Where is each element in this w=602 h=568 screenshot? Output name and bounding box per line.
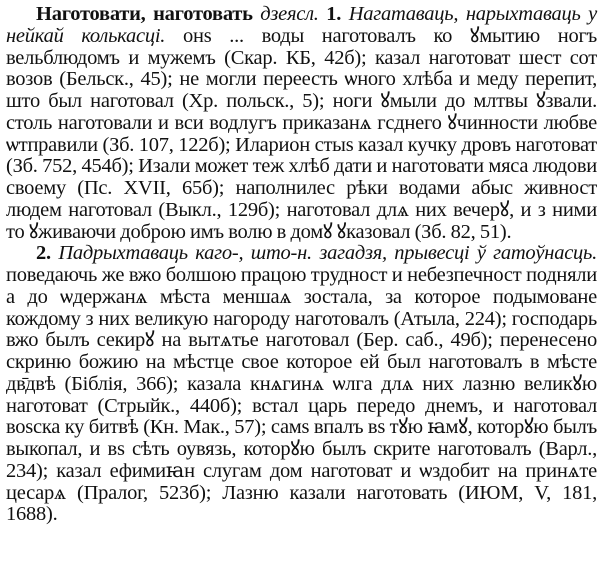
sense-gloss: Падрыхтаваць каго-, што-н. загадзя, прывесці ў гатоўнасць. xyxy=(58,242,598,265)
grammar-label: дзеясл. xyxy=(260,3,319,25)
entry-headword: Наготовати, наготовать xyxy=(36,3,253,25)
sense-citations: онѕ ... воды наготовалъ ко ꙋмытию ногъ вельблюдомъ и мужемъ (Скар. КБ, 42б); казал наготоват шест сот возов (Бельск., 45); не могли переесть ѡного хлѣба и меду перепит, што был наготовал (Хр. польск., 5); ноги ꙋмыли до млтвы ꙋзвали. столь наготовали и вси водлугъ приказанѧ гсднего ꙋчинности любве ѡтправили (Зб. 107, 122б); Иларион стыѕ казал кучку дровъ наготоват (Зб. 752, 454б); Изали может теж хлѣб дати и наготовати мяса людови своему (Пс. XVII, 65б); наполнилес рѣки водами абыс живност людем наготовал (Выкл., 129б); наготовал длѧ них вечерꙋ, и з ними то ꙋживаючи доброю имъ волю в домꙋ ꙋказовал (Зб. 82, 51). xyxy=(6,24,597,243)
entry-sense-2 xyxy=(6,243,597,526)
sense-gloss: Нагатаваць, нарыхтаваць у нейкай колькасці. xyxy=(6,3,598,47)
sense-number: 1. xyxy=(326,3,342,25)
entry-sense-1 xyxy=(6,4,597,243)
sense-number: 2. xyxy=(36,242,51,265)
sense-citations: поведаючь же вжо болшою працою трудност и небезпечност подняли а до ѡдержанѧ мѣста меншаѧ зостала, за которое подымоване кождому з них великую нагороду наготовалъ (Атыла, 224); господарь вжо былъ секирꙋ на вытѧтье наготовал (Бер. саб., 49б); перенесено скриню божию на мѣстце свое которое ей был наготовалъ в мѣсте дв̄двѣ (Біблія, 366); казала кнѧгинѧ ѡлга длѧ них лазню великꙋю наготоват (Стрыйк., 440б); встал царь передо днемъ, и наготовал воѕска ку битвѣ (Кн. Мак., 57); самѕ впалъ вѕ тꙋю ꙗмꙋ, которꙋю былъ выкопал, и вѕ сѣть оувязь, которꙋю былъ скрите наготовалъ (Варл., 234); казал ефимиꙗн слугам дом наготоват и ѡздобит на принѧте цесарѧ (Пралог, 523б); Лазню казали наготовать (ИЮМ, V, 181, 1688). xyxy=(6,264,597,526)
